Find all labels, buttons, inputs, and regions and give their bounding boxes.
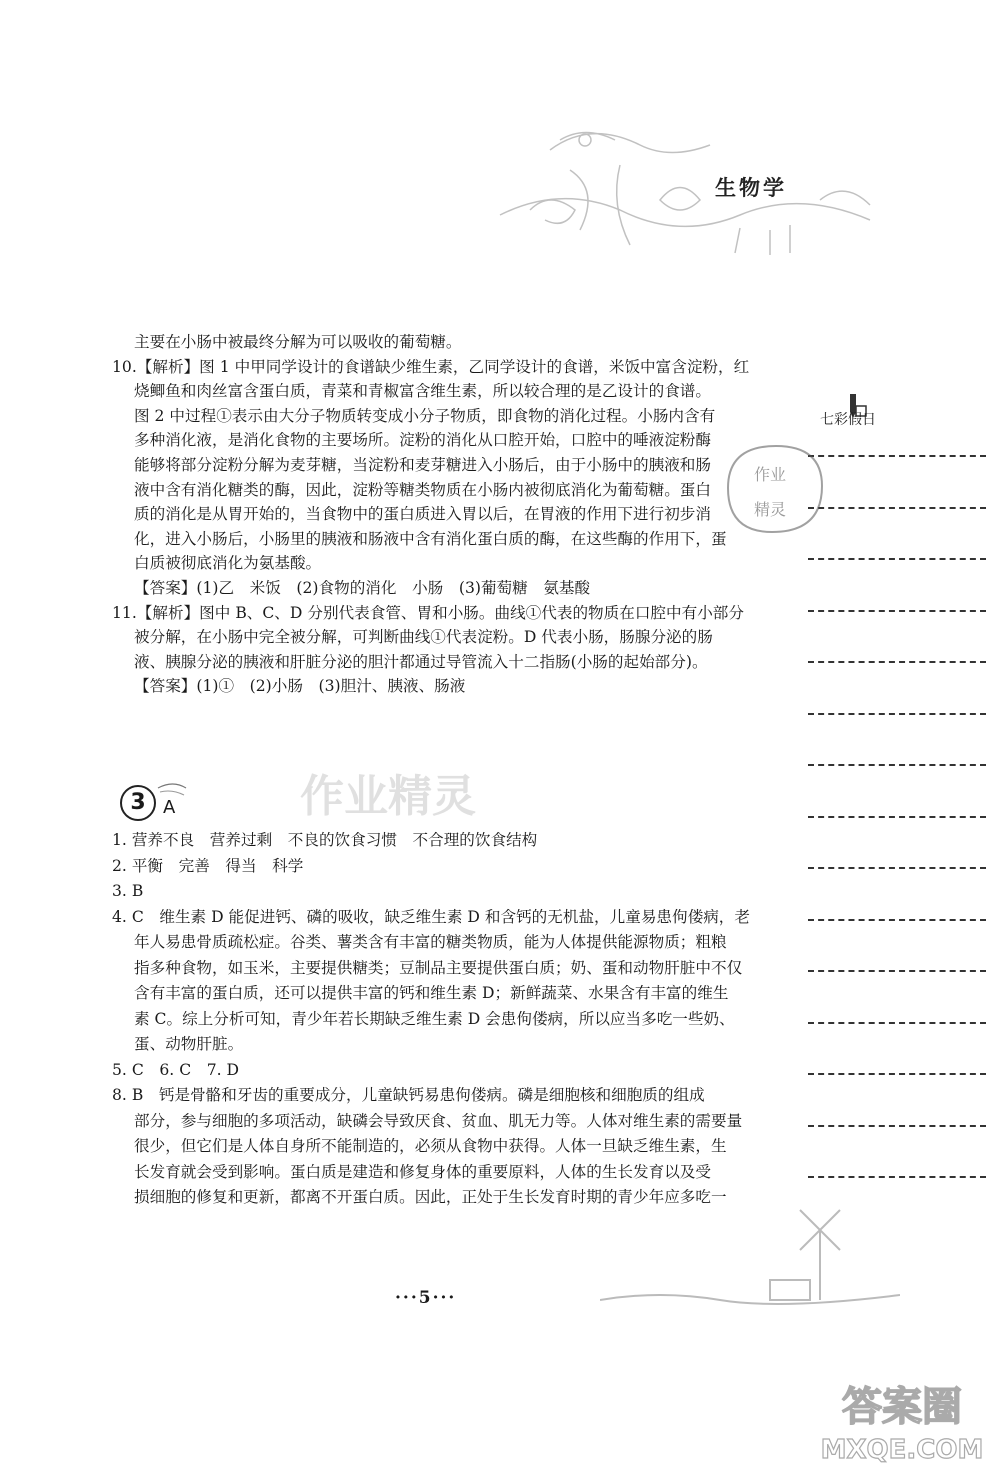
answer-explanations [112,330,752,699]
site-logo-icon [812,1370,992,1468]
note-line [808,455,986,457]
q4-line-3: 指多种食物，如玉米，主要提供糖类；豆制品主要提供蛋白质；奶、蛋和动物肝脏中不仅 [134,958,743,977]
q4-line-4: 含有丰富的蛋白质，还可以提供丰富的钙和维生素 D；新鲜蔬菜、水果含有丰富的维生 [134,984,729,1002]
svg-text:精灵: 精灵 [753,500,787,519]
q11-line-2: 被分解，在小肠中完全被分解，可判断曲线①代表淀粉。D 代表小肠，肠腺分泌的肠 [134,628,713,647]
item-3: 3. B [112,882,144,900]
q8-line-3: 很少，但它们是人体自身所不能制造的，必须从食物中获得。人体一旦缺乏维生素，生 [134,1137,727,1155]
q10-line-3: 图 2 中过程①表示由大分子物质转变成小分子物质，即食物的消化过程。小肠内含有 [134,406,716,425]
note-line [808,867,986,869]
note-line [808,661,986,663]
q5-7: 5. C 6. C 7. D [112,1060,240,1079]
svg-text:作业: 作业 [753,465,787,484]
watermark-text: 作业精灵 [300,771,476,822]
q10-answer: 【答案】(1)乙 米饭 (2)食物的消化 小肠 (3)葡萄糖 氨基酸 [134,578,591,597]
note-line [808,1125,986,1127]
q4-line-6: 蛋、动物肝脏。 [134,1035,244,1053]
q8-line-1: 8. B 钙是骨骼和牙齿的重要成分，儿童缺钙易患佝偻病。磷是细胞核和细胞质的组成 [112,1086,705,1104]
q11-line-1: 11.【解析】图中 B、C、D 分别代表食管、胃和小肠。曲线①代表的物质在口腔中有小部分 [112,603,744,622]
subject-title: 生物学 [715,176,787,200]
q4-line-2: 年人易患骨质疏松症。谷类、薯类含有丰富的糖类物质，能为人体提供能源物质；粗粮 [134,933,727,951]
note-line [808,507,986,509]
q10-line-5: 能够将部分淀粉分解为麦芽糖，当淀粉和麦芽糖进入小肠后，由于小肠中的胰液和肠 [134,455,711,474]
q10-line-6: 液中含有消化糖类的酶，因此，淀粉等糖类物质在小肠内被彻底消化为葡萄糖。蛋白 [134,480,711,499]
q10-line-1: 10.【解析】图 1 中甲同学设计的食谱缺少维生素，乙同学设计的食谱，米饭中富含淀粉，红 [112,357,750,376]
item-2: 2. 平衡 完善 得当 科学 [112,856,304,875]
q8-line-4: 长发育就会受到影响。蛋白质是建造和修复身体的重要原料，人体的生长发育以及受 [134,1162,711,1181]
note-line [808,1176,986,1178]
q10-line-9: 白质被彻底消化为氨基酸。 [134,554,322,573]
note-line [808,919,986,921]
windmill-decoration-icon [600,1200,900,1320]
note-line [808,970,986,972]
q8-line-5: 损细胞的修复和更新，都离不开蛋白质。因此，正处于生长发育时期的青少年应多吃一 [134,1188,727,1206]
logo-text: 答案圈 [842,1384,962,1430]
note-line [808,1073,986,1075]
sidebar-title: 七彩假日 [820,412,876,428]
q11-answer: 【答案】(1)① (2)小肠 (3)胆汁、胰液、肠液 [134,677,466,696]
note-line [808,610,986,612]
note-line [808,558,986,560]
continued-text: 主要在小肠中被最终分解为可以吸收的葡萄糖。 [134,333,462,351]
logo-url: MXQE.COM [820,1435,984,1465]
q10-line-4: 多种消化液，是消化食物的主要场所。淀粉的消化从口腔开始，口腔中的唾液淀粉酶 [134,431,711,450]
section-number: 3 [120,785,156,821]
note-line [808,764,986,766]
q10-line-2: 烧鲫鱼和肉丝富含蛋白质，青菜和青椒富含维生素，所以较合理的是乙设计的食谱。 [134,382,711,401]
section-letter: A [163,797,176,818]
note-line [808,713,986,715]
section-answers [112,828,762,1211]
stamp-logo-icon [718,440,824,536]
note-line [808,1022,986,1024]
q10-line-7: 质的消化是从胃开始的，当食物中的蛋白质进入胃以后，在胃液的作用下进行初步消 [134,505,711,524]
note-line [808,816,986,818]
page-number: ···5··· [395,1288,457,1308]
q4-line-5: 素 C。综上分析可知，青少年若长期缺乏维生素 D 会患佝偻病，所以应当多吃一些奶、 [134,1009,735,1028]
q11-line-3: 液、胰腺分泌的胰液和肝脏分泌的胆汁都通过导管流入十二指肠(小肠的起始部分)。 [134,652,708,671]
q10-line-8: 化，进入小肠后，小肠里的胰液和肠液中含有消化蛋白质的酶，在这些酶的作用下，蛋 [134,529,727,548]
q4-line-1: 4. C 维生素 D 能促进钙、磷的吸收，缺乏维生素 D 和含钙的无机盐，儿童易患佝偻病，老 [112,907,750,926]
item-1: 1. 营养不良 营养过剩 不良的饮食习惯 不合理的饮食结构 [112,831,538,849]
q8-line-2: 部分，参与细胞的多项活动，缺磷会导致厌食、贫血、肌无力等。人体对维生素的需要量 [134,1111,743,1130]
header-decoration-icon [490,110,910,260]
